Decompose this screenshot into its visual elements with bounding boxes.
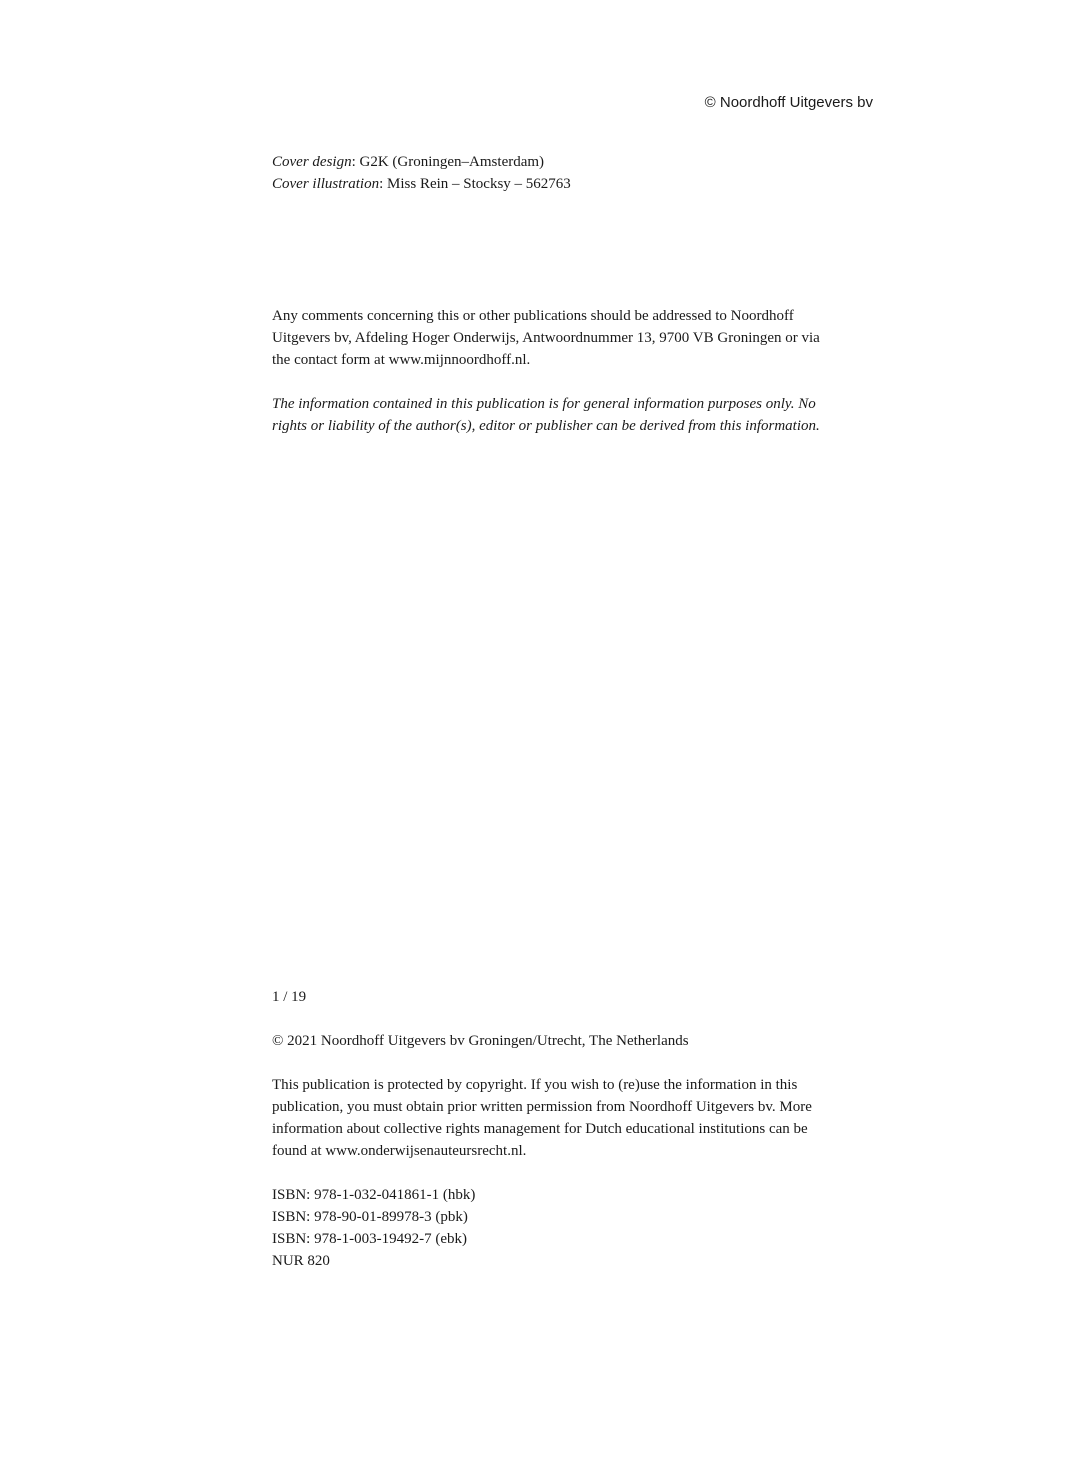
cover-illustration-value: : Miss Rein – Stocksy – 562763 [379,176,571,192]
protection-line: publication, you must obtain prior written permission from Noordhoff Uitgevers bv. More [272,1099,812,1115]
comments-line: Uitgevers bv, Afdeling Hoger Onderwijs, Antwoordnummer 13, 9700 VB Groningen or via [272,330,820,346]
nur-code: NUR 820 [272,1253,330,1269]
protection-line: This publication is protected by copyright. If you wish to (re)use the information in this [272,1077,798,1093]
publisher-copyright-header: © Noordhoff Uitgevers bv [704,94,873,111]
disclaimer-line: rights or liability of the author(s), editor or publisher can be derived from this information. [272,418,820,434]
protection-line: information about collective rights management for Dutch educational institutions can be [272,1121,808,1137]
cover-design-credit [272,151,862,173]
comments-paragraph [272,305,862,371]
print-run: 1 / 19 [272,989,307,1005]
protection-paragraph [272,1074,862,1162]
disclaimer-paragraph [272,393,862,437]
protection-line: found at www.onderwijsenauteursrecht.nl. [272,1143,527,1159]
cover-design-label: Cover design [272,154,352,170]
isbn-ebk: ISBN: 978-1-003-19492-7 (ebk) [272,1231,467,1247]
cover-design-value: : G2K (Groningen–Amsterdam) [351,154,545,170]
identifier-list [272,1184,862,1272]
comments-line: the contact form at www.mijnnoordhoff.nl. [272,352,531,368]
comments-line: Any comments concerning this or other publications should be addressed to Noordhoff [272,308,794,324]
isbn-hbk: ISBN: 978-1-032-041861-1 (hbk) [272,1187,476,1203]
copyright-statement: © 2021 Noordhoff Uitgevers bv Groningen/Utrecht, The Netherlands [272,1033,689,1049]
cover-credits [272,151,862,195]
cover-illustration-label: Cover illustration [272,176,380,192]
isbn-pbk: ISBN: 978-90-01-89978-3 (pbk) [272,1209,468,1225]
cover-illustration-credit [272,173,862,195]
disclaimer-line: The information contained in this publication is for general information purposes only. No [272,396,816,412]
